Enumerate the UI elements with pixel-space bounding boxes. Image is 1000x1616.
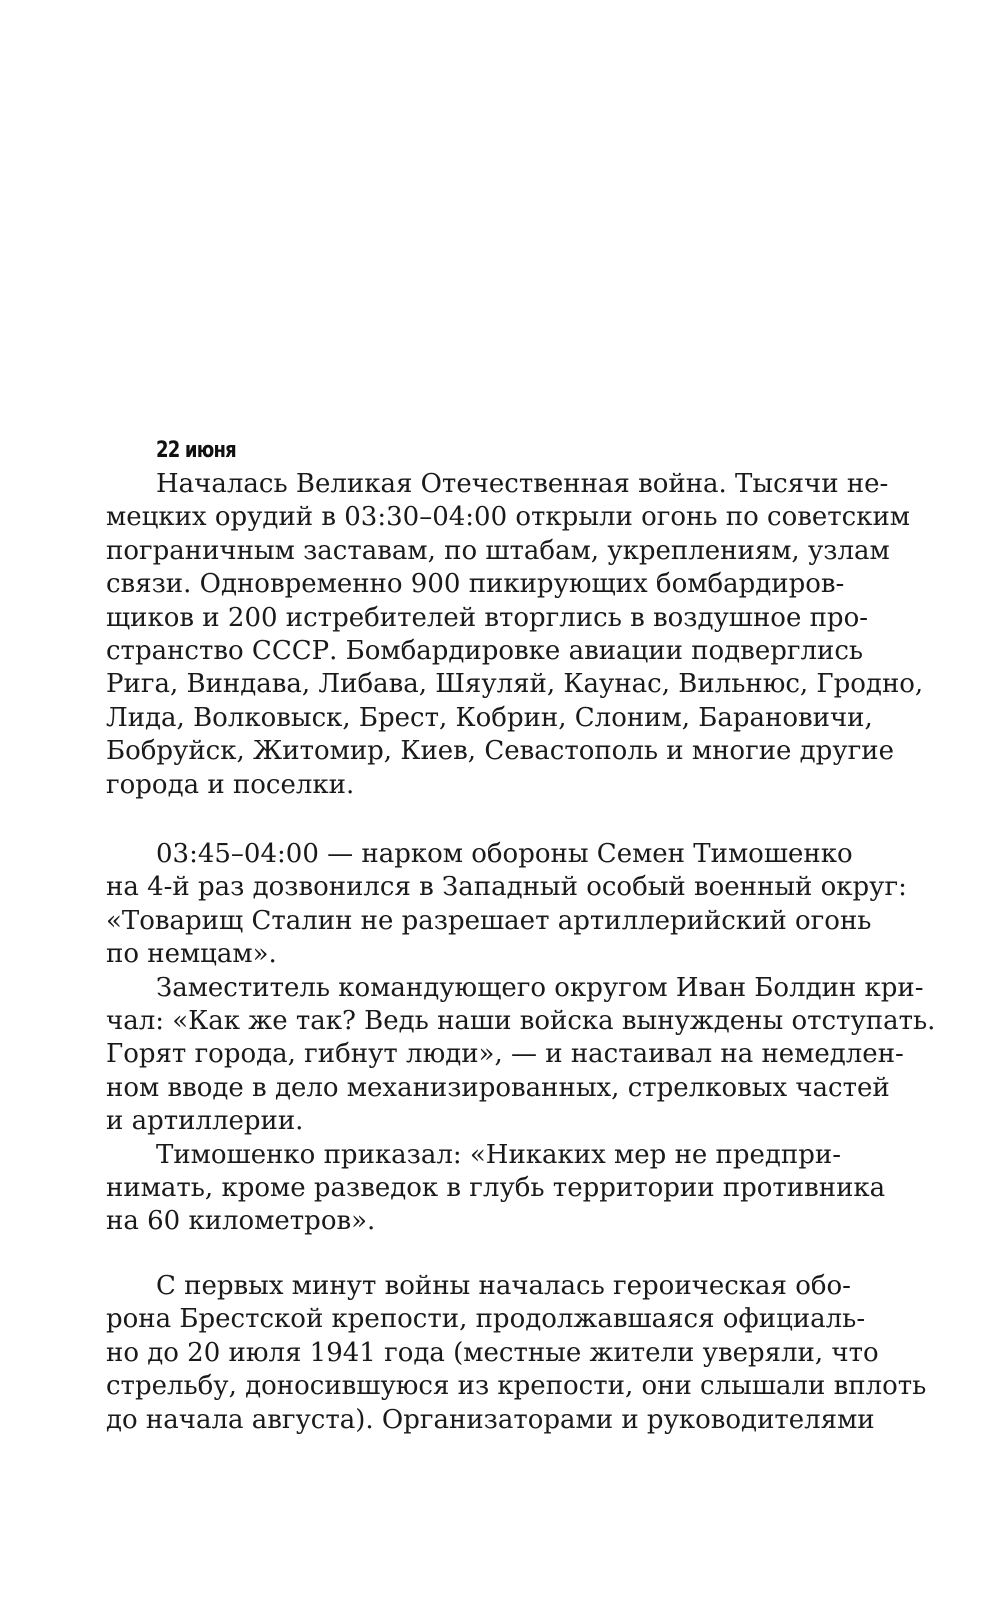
text-line: ном вводе в дело механизированных, стрелковых частей bbox=[106, 1072, 890, 1103]
section-invasion-start bbox=[106, 468, 924, 802]
text-line: на 4-й раз дозвонился в Западный особый военный округ: bbox=[106, 872, 907, 903]
text-line: на 60 километров». bbox=[106, 1206, 376, 1237]
date-heading: 22 июня bbox=[156, 438, 236, 463]
text-line: рона Брестской крепости, продолжавшаяся официаль- bbox=[106, 1304, 866, 1335]
text-line: связи. Одновременно 900 пикирующих бомбардиров- bbox=[106, 569, 845, 600]
paragraph bbox=[106, 838, 907, 972]
text-line: стрельбу, доносившуюся из крепости, они слышали вплоть bbox=[106, 1371, 927, 1402]
text-line: Лида, Волковыск, Брест, Кобрин, Слоним, Барановичи, bbox=[106, 702, 873, 733]
paragraph bbox=[106, 972, 936, 1139]
text-line: нимать, кроме разведок в глубь территории противника bbox=[106, 1173, 886, 1204]
text-line: 03:45–04:00 — нарком обороны Семен Тимошенко bbox=[156, 839, 853, 869]
text-line: Заместитель командующего округом Иван Болдин кри- bbox=[156, 972, 924, 1003]
text-line: странство СССР. Бомбардировке авиации подверглись bbox=[106, 636, 864, 667]
text-line: Горят города, гибнут люди», — и настаивал на немедлен- bbox=[106, 1039, 904, 1070]
text-line: «Товарищ Сталин не разрешает артиллерийский огонь bbox=[106, 905, 872, 936]
text-line: мецких орудий в 03:30–04:00 открыли огонь по советским bbox=[106, 502, 911, 533]
text-line: пограничным заставам, по штабам, укреплениям, узлам bbox=[106, 535, 890, 566]
paragraph bbox=[106, 1270, 927, 1437]
text-line: и артиллерии. bbox=[106, 1106, 304, 1137]
text-line: чал: «Как же так? Ведь наши войска вынуждены отступать. bbox=[106, 1006, 936, 1037]
paragraph bbox=[106, 1139, 886, 1239]
text-line: Бобруйск, Житомир, Киев, Севастополь и многие другие bbox=[106, 736, 894, 767]
section-brest-fortress bbox=[106, 1270, 927, 1437]
text-line: Началась Великая Отечественная война. Тысячи не- bbox=[156, 469, 889, 499]
text-line: щиков и 200 истребителей вторглись в воздушное про- bbox=[106, 602, 869, 633]
section-timoshenko-calls bbox=[106, 838, 936, 1239]
text-line: С первых минут войны началась героическая обо- bbox=[156, 1271, 851, 1301]
text-line: но до 20 июля 1941 года (местные жители уверяли, что bbox=[106, 1337, 879, 1368]
paragraph bbox=[106, 468, 924, 802]
text-line: до начала августа). Организаторами и руководителями bbox=[106, 1404, 875, 1435]
text-line: по немцам». bbox=[106, 939, 277, 970]
text-line: Рига, Виндава, Либава, Шяуляй, Каунас, Вильнюс, Гродно, bbox=[106, 669, 924, 700]
text-line: города и поселки. bbox=[106, 769, 355, 800]
text-line: Тимошенко приказал: «Никаких мер не предпри- bbox=[156, 1139, 842, 1170]
